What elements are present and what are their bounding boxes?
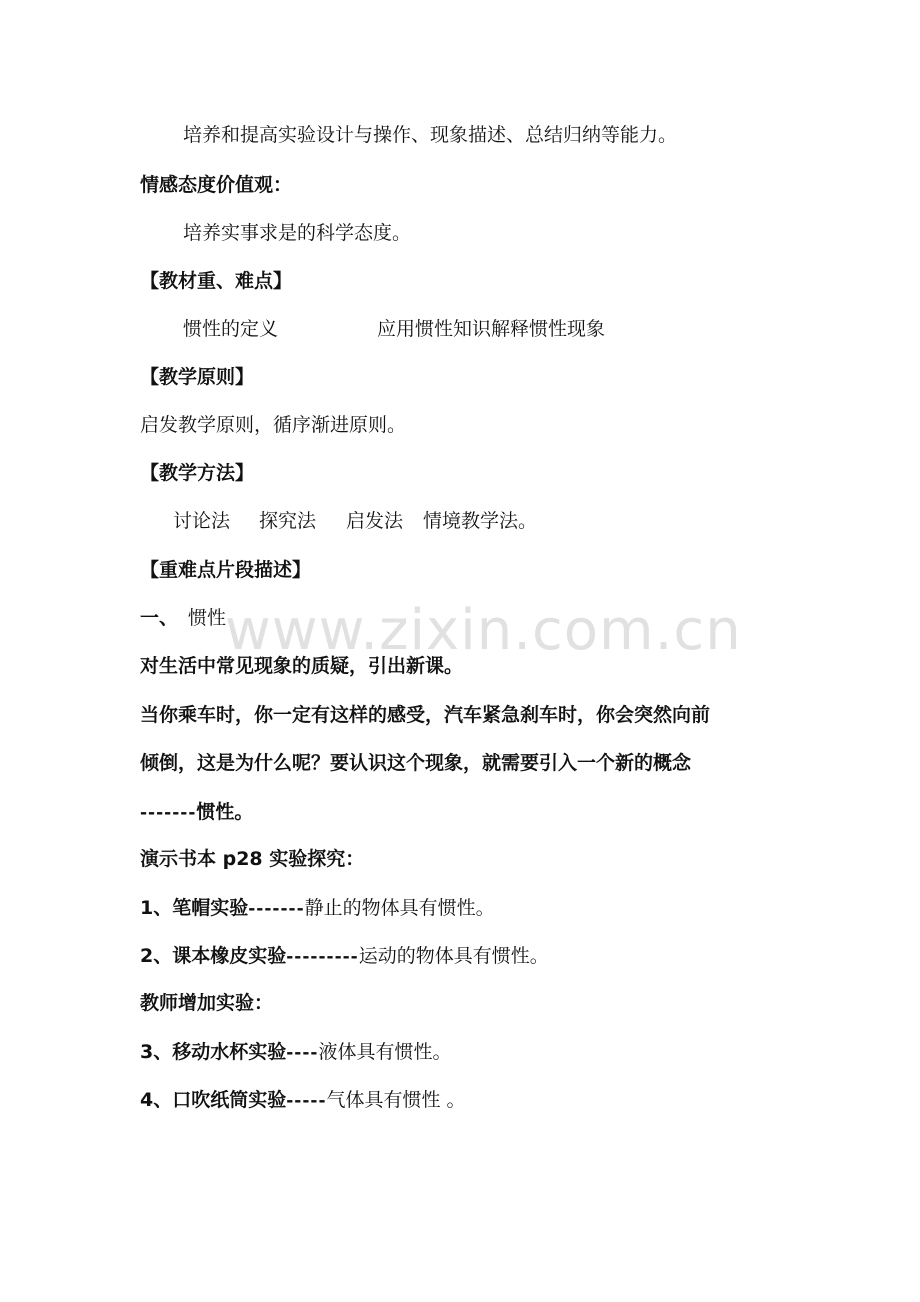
experiment-row xyxy=(140,1037,451,1067)
experiment-result: 静止的物体具有惯性。 xyxy=(304,897,495,919)
demo-line: 演示书本 p28 实验探究： xyxy=(140,848,365,870)
key-point-2: 应用惯性知识解释惯性现象 xyxy=(377,318,606,340)
method-heading: 【教学方法】 xyxy=(140,462,255,484)
principle-heading: 【教学原则】 xyxy=(140,366,255,388)
experiment-label: 1、笔帽实验 xyxy=(140,897,249,919)
experiment-label: 4、口吹纸筒实验 xyxy=(140,1089,287,1111)
method-item: 探究法 xyxy=(259,510,317,532)
attitude-heading: 情感态度价值观： xyxy=(140,174,293,196)
experiment-dashes: ------- xyxy=(248,899,305,919)
experiment-dashes: --------- xyxy=(286,947,359,967)
experiment-result: 运动的物体具有惯性。 xyxy=(358,945,549,967)
experiment-result: 气体具有惯性 。 xyxy=(326,1089,466,1111)
watermark: www.zixin.com.cn xyxy=(225,598,742,663)
experiment-result: 液体具有惯性。 xyxy=(318,1041,452,1063)
experiment-row xyxy=(140,1085,466,1115)
section-title: 惯性 xyxy=(188,607,227,629)
question-line-2: 倾倒，这是为什么呢？要认识这个现象，就需要引入一个新的概念 xyxy=(140,752,692,774)
experiment-label: 3、移动水杯实验 xyxy=(140,1041,287,1063)
ability-line: 培养和提高实验设计与操作、现象描述、总结归纳等能力。 xyxy=(183,124,678,146)
concept-dashes: ------- xyxy=(140,803,197,823)
experiment-dashes: ---- xyxy=(286,1043,319,1063)
concept-line xyxy=(140,797,253,827)
method-item: 启发法 xyxy=(346,510,404,532)
experiment-row xyxy=(140,893,495,923)
method-item: 情境教学法。 xyxy=(423,510,538,532)
experiment-label: 2、课本橡皮实验 xyxy=(140,945,287,967)
teacher-added-heading: 教师增加实验： xyxy=(140,992,274,1014)
attitude-text: 培养实事求是的科学态度。 xyxy=(183,222,412,244)
segment-heading: 【重难点片段描述】 xyxy=(140,559,312,581)
principle-text: 启发教学原则，循序渐进原则。 xyxy=(140,414,407,436)
intro-line: 对生活中常见现象的质疑，引出新课。 xyxy=(140,655,464,677)
section-number: 一、 xyxy=(140,607,179,629)
method-item: 讨论法 xyxy=(173,510,231,532)
key-points-heading: 【教材重、难点】 xyxy=(140,270,293,292)
question-line-1: 当你乘车时，你一定有这样的感受，汽车紧急刹车时，你会突然向前 xyxy=(140,704,711,726)
experiment-dashes: ----- xyxy=(286,1091,327,1111)
experiment-row xyxy=(140,941,549,971)
key-point-1: 惯性的定义 xyxy=(183,318,279,340)
concept-name: 惯性。 xyxy=(196,801,254,823)
